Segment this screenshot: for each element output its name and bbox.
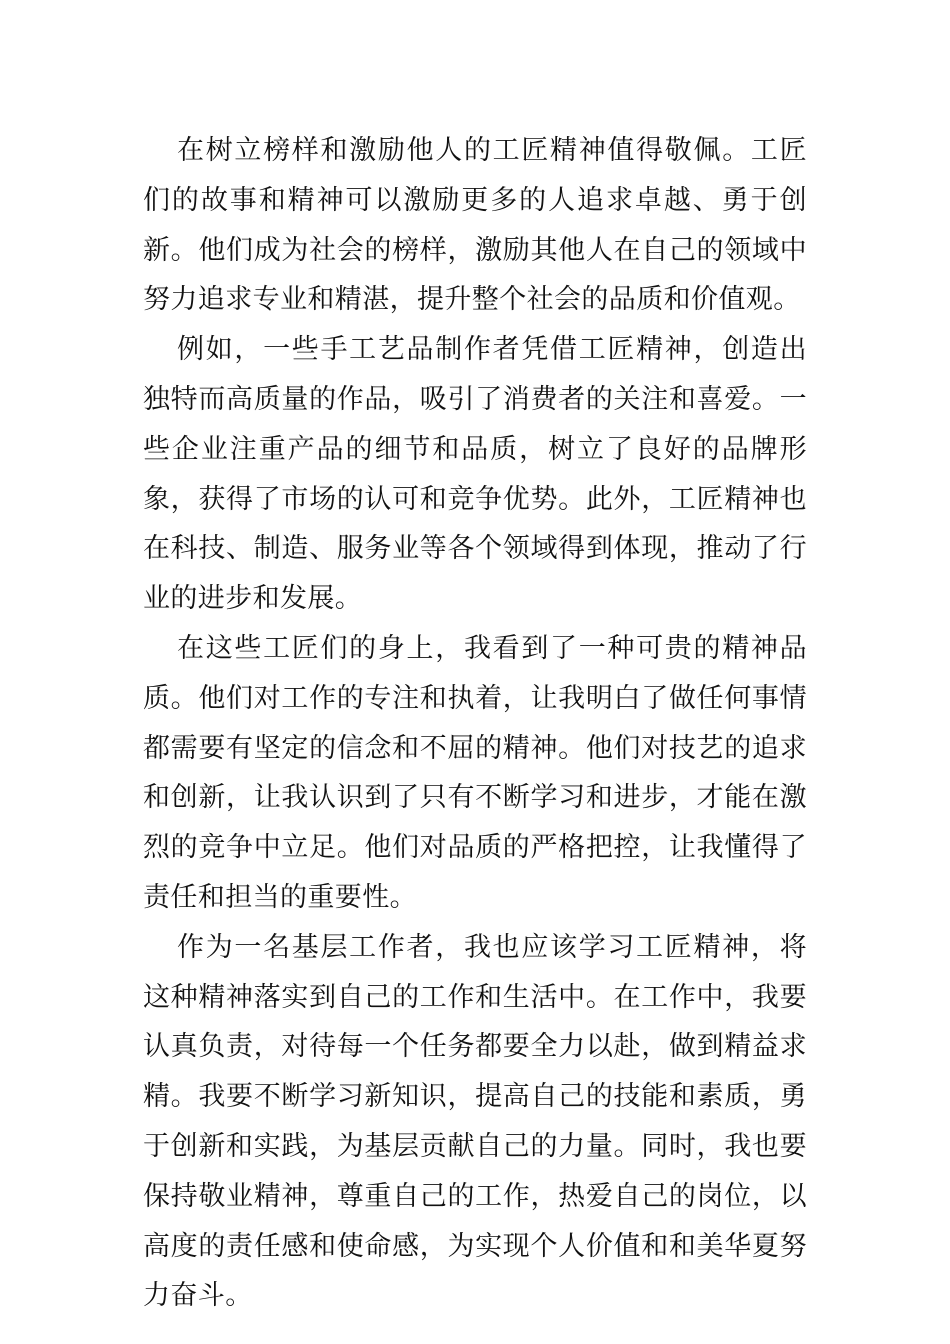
paragraph-4: 作为一名基层工作者，我也应该学习工匠精神，将这种精神落实到自己的工作和生活中。在工作中，我要认真负责，对待每一个任务都要全力以赴，做到精益求精。我要不断学习新知识，提高自己的技能和素质，勇于创新和实践，为基层贡献自己的力量。同时，我也要保持敬业精神，尊重自己的工作，热爱自己的岗位，以高度的责任感和使命感，为实现个人价值和和美华夏努力奋斗。 [143, 931, 807, 1312]
paragraph-3: 在这些工匠们的身上，我看到了一种可贵的精神品质。他们对工作的专注和执着，让我明白了做任何事情都需要有坚定的信念和不屈的精神。他们对技艺的追求和创新，让我认识到了只有不断学习和进步，才能在激烈的竞争中立足。他们对品质的严格把控，让我懂得了责任和担当的重要性。 [143, 632, 807, 913]
paragraph-1: 在树立榜样和激励他人的工匠精神值得敬佩。工匠们的故事和精神可以激励更多的人追求卓越、勇于创新。他们成为社会的榜样，激励其他人在自己的领域中努力追求专业和精湛，提升整个社会的品质和价值观。 [143, 135, 807, 316]
paragraph-2: 例如，一些手工艺品制作者凭借工匠精神，创造出独特而高质量的作品，吸引了消费者的关注和喜爱。一些企业注重产品的细节和品质，树立了良好的品牌形象，获得了市场的认可和竞争优势。此外，工匠精神也在科技、制造、服务业等各个领域得到体现，推动了行业的进步和发展。 [143, 334, 807, 615]
document-body [143, 126, 807, 1321]
